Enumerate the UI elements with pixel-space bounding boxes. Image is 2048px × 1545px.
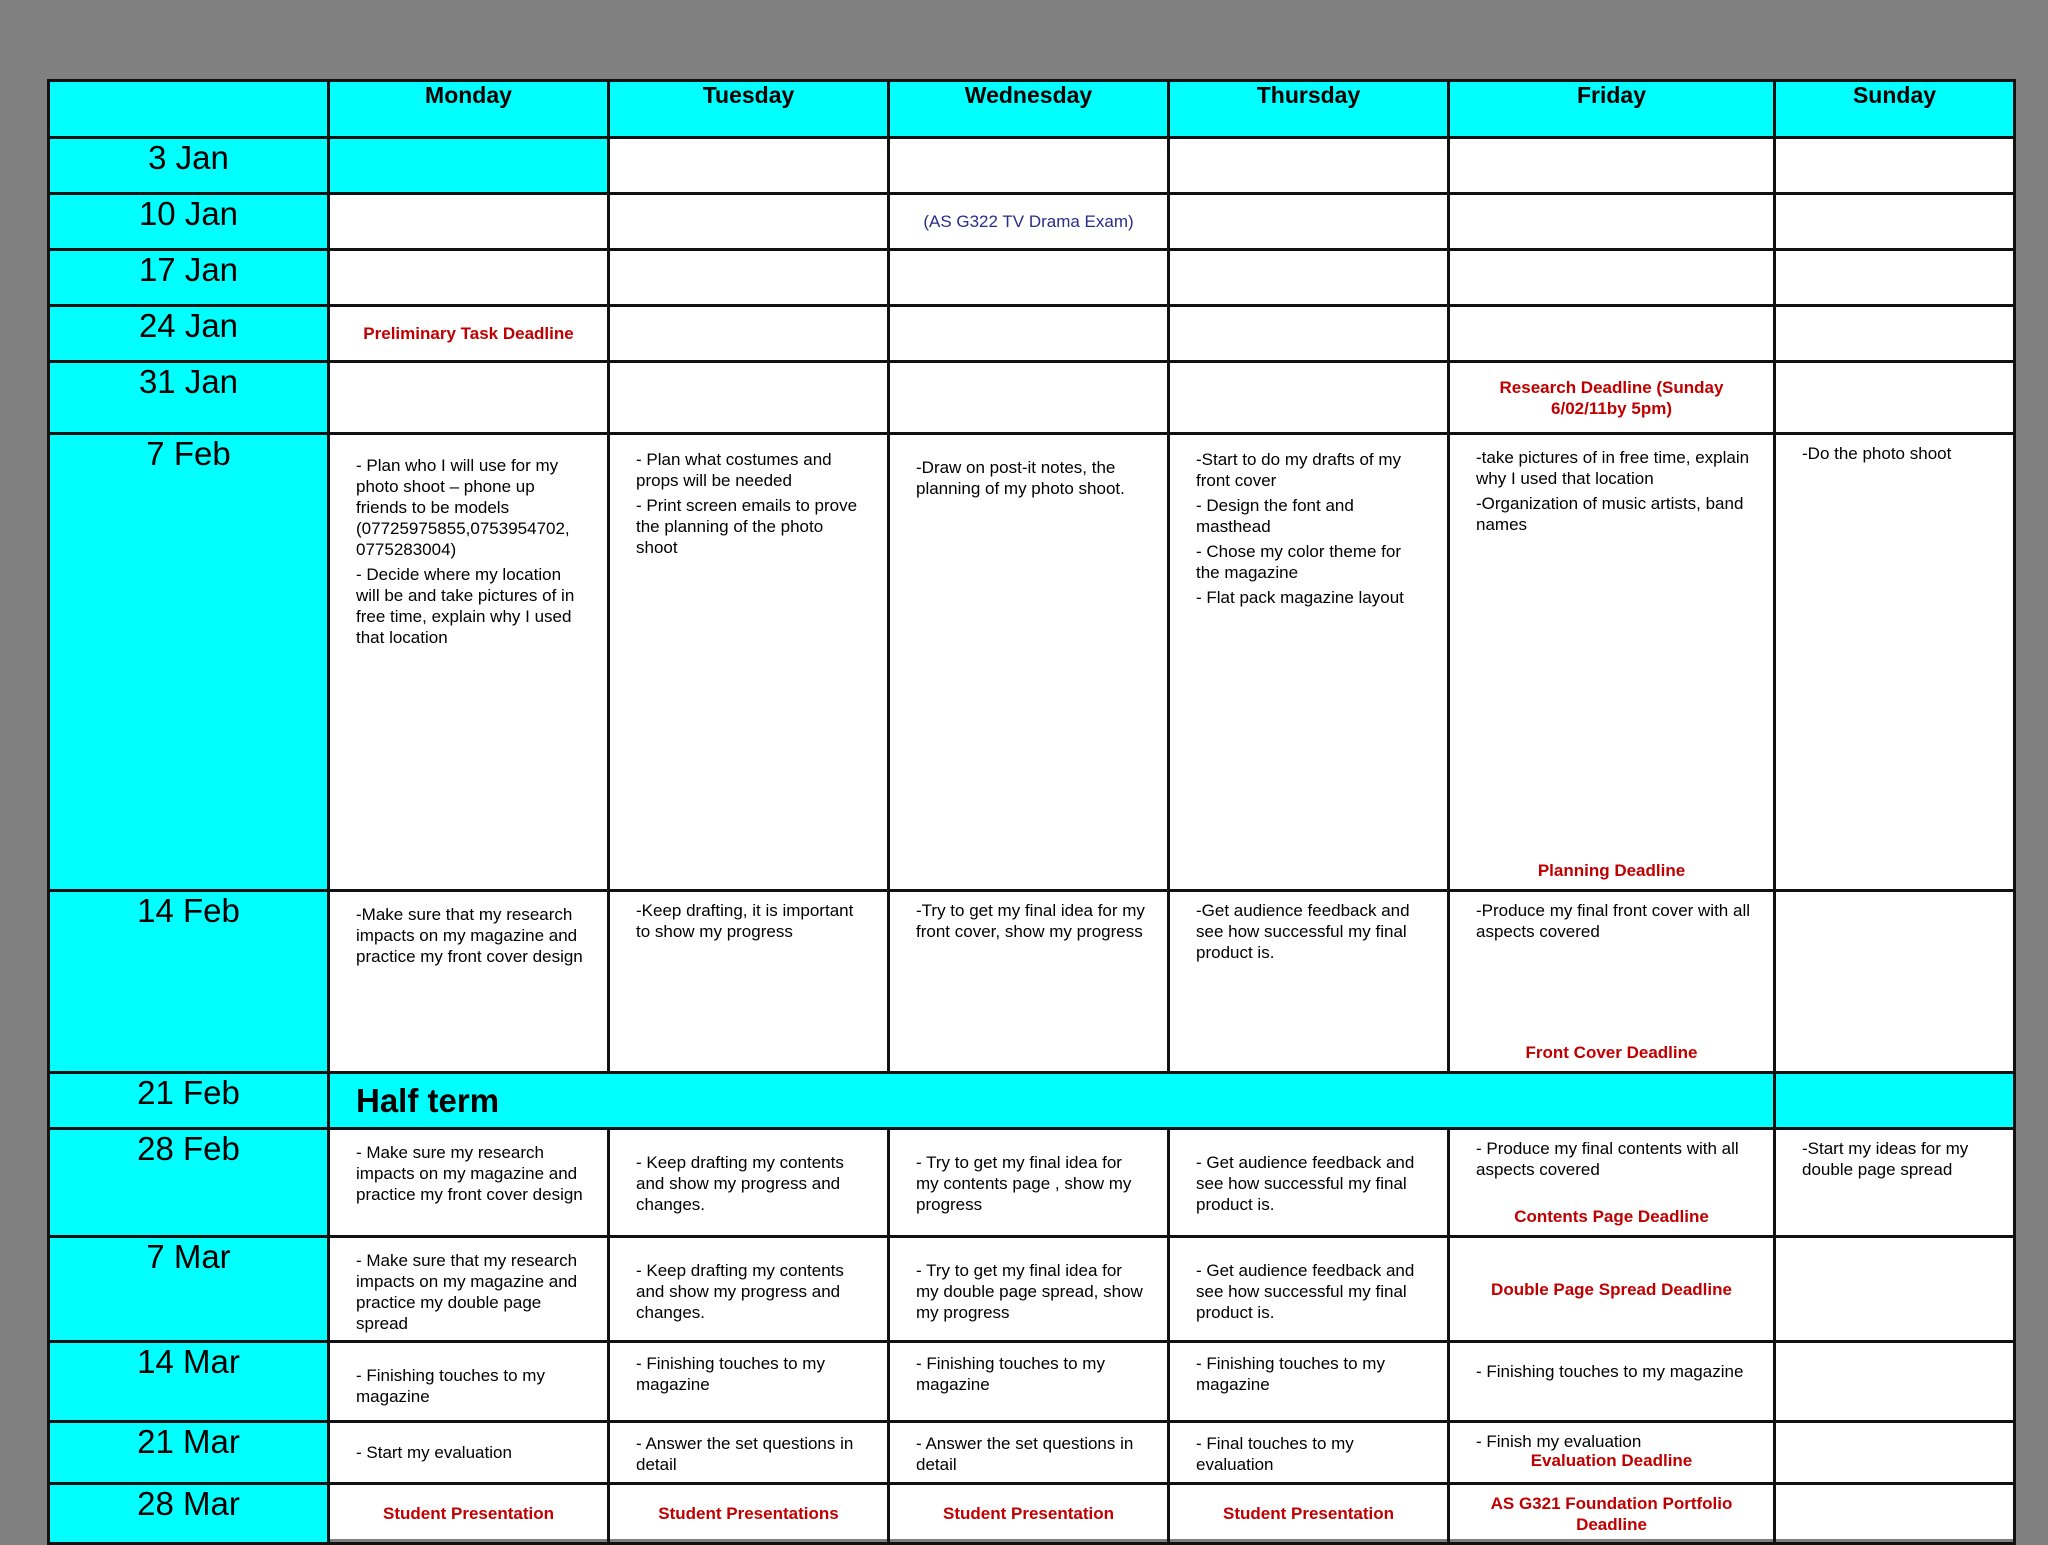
header-tuesday: Tuesday — [609, 81, 889, 138]
deadline-label: Evaluation Deadline — [1530, 1451, 1693, 1470]
task-item: - Chose my color theme for the magazine — [1196, 542, 1402, 582]
half-term-banner — [329, 1073, 1775, 1129]
friday-cell — [1449, 1484, 1775, 1544]
sunday-cell — [1775, 362, 2015, 434]
week-date: 21 Feb — [49, 1073, 329, 1129]
task-item: - Finish my evaluation — [1476, 1432, 1642, 1451]
wednesday-cell — [889, 306, 1169, 362]
tuesday-cell — [609, 194, 889, 250]
thursday-cell — [1169, 250, 1449, 306]
task-item: -Try to get my final idea for my front cover, show my progress — [916, 901, 1145, 941]
tuesday-cell — [609, 362, 889, 434]
half-term-row — [49, 1073, 2015, 1129]
sunday-cell — [1775, 891, 2015, 1073]
header-friday: Friday — [1449, 81, 1775, 138]
tuesday-cell — [609, 306, 889, 362]
friday-cell — [1449, 1422, 1775, 1484]
friday-cell — [1449, 434, 1775, 891]
week-date: 28 Mar — [49, 1484, 329, 1544]
task-item: - Keep drafting my contents and show my progress and changes. — [636, 1261, 844, 1322]
presentation-label: Student Presentation — [329, 1484, 609, 1544]
monday-cell — [329, 138, 609, 194]
task-notes — [1450, 435, 1773, 545]
task-item: - Finishing touches to my magazine — [916, 1354, 1105, 1394]
task-item: - Answer the set questions in detail — [636, 1434, 854, 1474]
deadline-label: Preliminary Task Deadline — [329, 306, 609, 362]
week-row — [49, 362, 2015, 434]
monday-cell — [329, 362, 609, 434]
task-item: - Plan what costumes and props will be needed — [636, 450, 832, 490]
task-item: - Try to get my final idea for my double page spread, show my progress — [916, 1261, 1143, 1322]
monday-cell — [329, 434, 609, 891]
week-date: 10 Jan — [49, 194, 329, 250]
monday-cell — [329, 1129, 609, 1237]
week-date: 17 Jan — [49, 250, 329, 306]
schedule-page — [47, 79, 2013, 1539]
thursday-cell — [1169, 1129, 1449, 1237]
header-row — [49, 81, 2015, 138]
friday-cell — [1449, 194, 1775, 250]
thursday-cell — [1169, 1342, 1449, 1422]
monday-cell — [329, 891, 609, 1073]
task-item: - Finishing touches to my magazine — [636, 1354, 825, 1394]
task-notes — [1776, 435, 2013, 474]
week-row — [49, 138, 2015, 194]
task-item: -Draw on post-it notes, the planning of my photo shoot. — [916, 458, 1125, 498]
week-row — [49, 250, 2015, 306]
thursday-cell — [1169, 138, 1449, 194]
wednesday-cell — [889, 891, 1169, 1073]
week-row — [49, 1484, 2015, 1544]
week-row — [49, 1422, 2015, 1484]
friday-cell — [1449, 362, 1775, 434]
week-row — [49, 434, 2015, 891]
week-row — [49, 1129, 2015, 1237]
sunday-cell — [1775, 138, 2015, 194]
friday-cell — [1449, 1129, 1775, 1237]
header-sunday: Sunday — [1775, 81, 2015, 138]
deadline-label: Research Deadline (Sunday 6/02/11by 5pm) — [1499, 377, 1724, 418]
week-date: 14 Mar — [49, 1342, 329, 1422]
task-item: -Start my ideas for my double page spread — [1802, 1139, 1969, 1179]
task-item: - Design the font and masthead — [1196, 496, 1354, 536]
schedule-table — [47, 79, 2016, 1545]
week-date: 21 Mar — [49, 1422, 329, 1484]
task-item: - Answer the set questions in detail — [916, 1434, 1134, 1474]
half-term-label: Half term — [356, 1081, 500, 1119]
week-date: 24 Jan — [49, 306, 329, 362]
task-item: -Start to do my drafts of my front cover — [1196, 450, 1402, 490]
sunday-cell — [1775, 1129, 2015, 1237]
tuesday-cell — [609, 434, 889, 891]
week-row — [49, 1237, 2015, 1342]
tuesday-cell — [609, 250, 889, 306]
wednesday-cell — [889, 434, 1169, 891]
sunday-cell — [1775, 1237, 2015, 1342]
wednesday-cell — [889, 1129, 1169, 1237]
tuesday-cell — [609, 1129, 889, 1237]
task-item: - Get audience feedback and see how successful my final product is. — [1196, 1261, 1415, 1322]
corner-cell — [49, 81, 329, 138]
task-notes — [330, 435, 607, 658]
deadline-label: Contents Page Deadline — [1514, 1207, 1709, 1226]
thursday-cell — [1169, 306, 1449, 362]
tuesday-cell — [609, 1342, 889, 1422]
tuesday-cell — [609, 138, 889, 194]
week-row — [49, 306, 2015, 362]
friday-cell — [1449, 891, 1775, 1073]
sunday-cell — [1775, 1073, 2015, 1129]
header-monday: Monday — [329, 81, 609, 138]
monday-cell — [329, 194, 609, 250]
week-date: 7 Feb — [49, 434, 329, 891]
task-item: - Make sure that my research impacts on my magazine and practice my double page spread — [356, 1251, 578, 1333]
task-item: -Keep drafting, it is important to show my progress — [636, 901, 854, 941]
sunday-cell — [1775, 1342, 2015, 1422]
task-item: -take pictures of in free time, explain why I used that location — [1476, 448, 1750, 488]
deadline-label: Double Page Spread Deadline — [1449, 1237, 1775, 1342]
exam-note: (AS G322 TV Drama Exam) — [889, 194, 1169, 250]
thursday-cell — [1169, 1422, 1449, 1484]
task-item: - Flat pack magazine layout — [1196, 588, 1404, 607]
presentation-label: Student Presentations — [609, 1484, 889, 1544]
task-item: - Finishing touches to my magazine — [1196, 1354, 1385, 1394]
wednesday-cell — [889, 1237, 1169, 1342]
week-date: 14 Feb — [49, 891, 329, 1073]
task-item: - Final touches to my evaluation — [1196, 1434, 1354, 1474]
week-row — [49, 891, 2015, 1073]
task-notes — [890, 435, 1167, 509]
week-date: 7 Mar — [49, 1237, 329, 1342]
week-date: 3 Jan — [49, 138, 329, 194]
thursday-cell — [1169, 891, 1449, 1073]
task-notes — [610, 435, 887, 568]
task-item: -Do the photo shoot — [1802, 444, 1952, 463]
task-notes — [1170, 435, 1447, 618]
wednesday-cell — [889, 138, 1169, 194]
wednesday-cell — [889, 362, 1169, 434]
week-row — [49, 1342, 2015, 1422]
monday-cell — [329, 1342, 609, 1422]
presentation-label: Student Presentation — [889, 1484, 1169, 1544]
thursday-cell — [1169, 194, 1449, 250]
header-wednesday: Wednesday — [889, 81, 1169, 138]
thursday-cell — [1169, 434, 1449, 891]
task-item: - Decide where my location will be and take pictures of in free time, explain why I used that location — [356, 565, 575, 647]
task-item: - Start my evaluation — [356, 1443, 512, 1462]
monday-cell — [329, 1237, 609, 1342]
task-item: - Keep drafting my contents and show my progress and changes. — [636, 1153, 844, 1214]
thursday-cell — [1169, 1237, 1449, 1342]
task-item: - Print screen emails to prove the planning of the photo shoot — [636, 496, 858, 557]
wednesday-cell — [889, 250, 1169, 306]
sunday-cell — [1775, 250, 2015, 306]
task-item: - Plan who I will use for my photo shoot – phone up friends to be models (07725975855,0753954702, 0775283004) — [356, 456, 570, 559]
deadline-label: Planning Deadline — [1537, 861, 1686, 880]
task-item: - Try to get my final idea for my contents page , show my progress — [916, 1153, 1132, 1214]
task-item: - Make sure my research impacts on my magazine and practice my front cover design — [356, 1143, 583, 1204]
sunday-cell — [1775, 194, 2015, 250]
friday-cell — [1449, 250, 1775, 306]
header-thursday: Thursday — [1169, 81, 1449, 138]
deadline-label: Front Cover Deadline — [1525, 1043, 1698, 1062]
task-item: -Organization of music artists, band names — [1476, 494, 1744, 534]
task-item: -Produce my final front cover with all aspects covered — [1476, 901, 1750, 941]
monday-cell — [329, 1422, 609, 1484]
sunday-cell — [1775, 434, 2015, 891]
tuesday-cell — [609, 1237, 889, 1342]
deadline-label: AS G321 Foundation Portfolio Deadline — [1490, 1493, 1733, 1534]
sunday-cell — [1775, 1484, 2015, 1544]
task-item: - Get audience feedback and see how successful my final product is. — [1196, 1153, 1415, 1214]
task-item: -Get audience feedback and see how successful my final product is. — [1196, 901, 1410, 962]
week-date: 28 Feb — [49, 1129, 329, 1237]
sunday-cell — [1775, 306, 2015, 362]
task-item: -Make sure that my research impacts on my magazine and practice my front cover design — [356, 905, 583, 966]
task-item: - Finishing touches to my magazine — [356, 1366, 545, 1406]
task-item: - Finishing touches to my magazine — [1476, 1362, 1744, 1381]
tuesday-cell — [609, 891, 889, 1073]
sunday-cell — [1775, 1422, 2015, 1484]
friday-cell — [1449, 306, 1775, 362]
monday-cell — [329, 250, 609, 306]
week-row — [49, 194, 2015, 250]
thursday-cell — [1169, 362, 1449, 434]
presentation-label: Student Presentation — [1169, 1484, 1449, 1544]
friday-cell — [1449, 1342, 1775, 1422]
task-item: - Produce my final contents with all aspects covered — [1476, 1139, 1739, 1179]
week-date: 31 Jan — [49, 362, 329, 434]
wednesday-cell — [889, 1342, 1169, 1422]
tuesday-cell — [609, 1422, 889, 1484]
friday-cell — [1449, 138, 1775, 194]
wednesday-cell — [889, 1422, 1169, 1484]
